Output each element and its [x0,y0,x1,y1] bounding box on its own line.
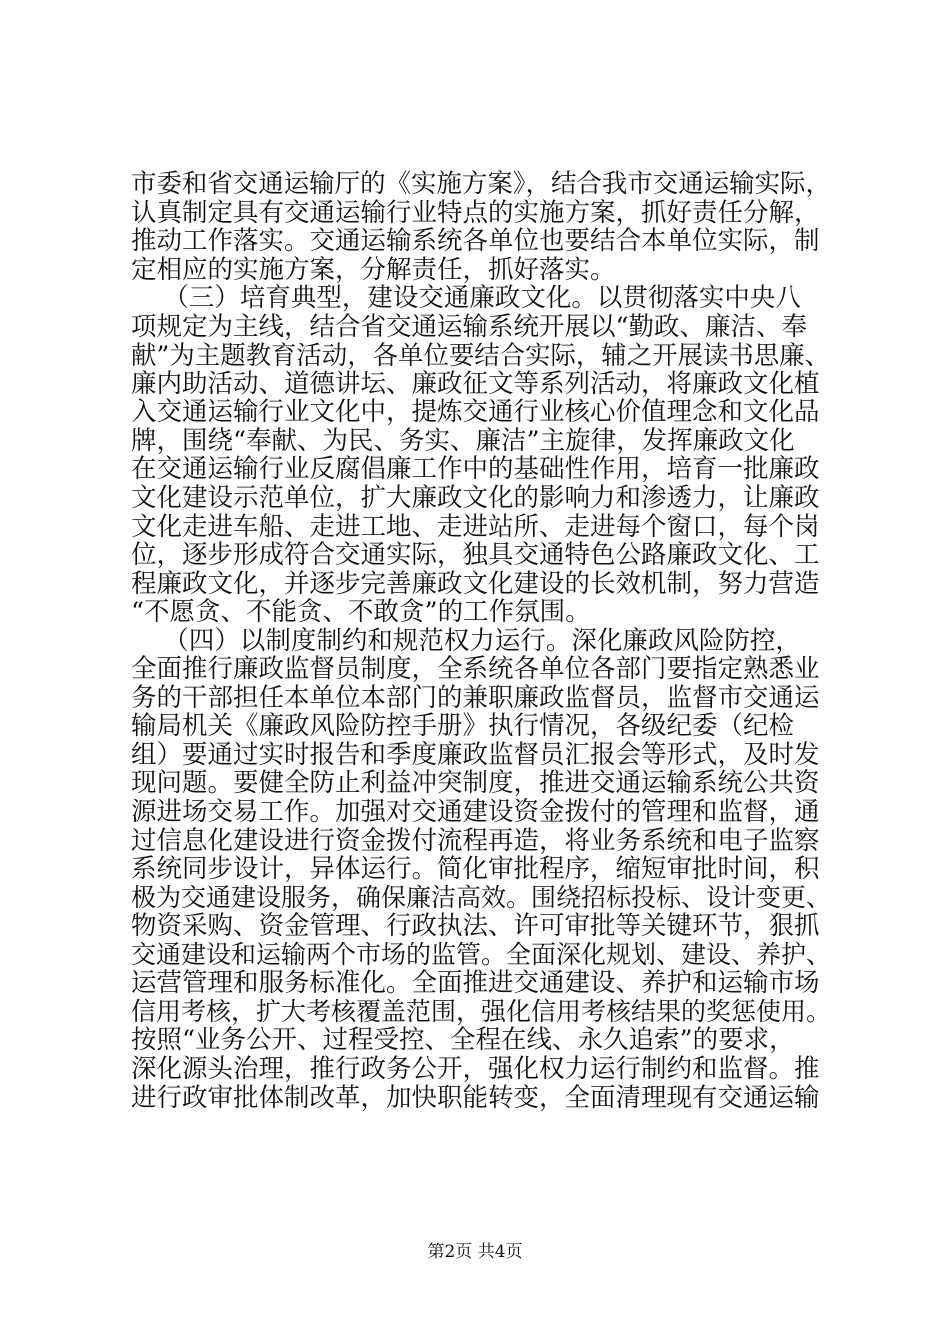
text-line: 深化源头治理，推行政务公开，强化权力运行制约和监督。推 [131,1053,820,1084]
text-line: 在交通运输行业反腐倡廉工作中的基础性作用，培育一批廉政 [131,454,820,485]
text-line: 文化走进车船、走进工地、走进站所、走进每个窗口，每个岗 [131,511,820,542]
text-line: 位，逐步形成符合交通实际，独具交通特色公路廉政文化、工 [131,540,820,571]
text-line: 过信息化建设进行资金拨付流程再造，将业务系统和电子监察 [131,825,820,856]
text-line: 项规定为主线，结合省交通运输系统开展以“勤政、廉洁、奉 [131,311,808,342]
text-line: 物资采购、资金管理、行政执法、许可审批等关键环节，狠抓 [131,911,820,942]
text-line: 入交通运输行业文化中，提炼交通行业核心价值理念和文化品 [131,397,820,428]
text-line: 献”为主题教育活动，各单位要结合实际，辅之开展读书思廉、 [131,340,830,371]
text-line: 运营管理和服务标准化。全面推进交通建设、养护和运输市场 [131,968,820,999]
text-line: 全面推行廉政监督员制度，全系统各单位各部门要指定熟悉业 [131,654,820,685]
text-line: 信用考核，扩大考核覆盖范围，强化信用考核结果的奖惩使用。 [131,996,832,1026]
text-line: 现问题。要健全防止利益冲突制度，推进交通运输系统公共资 [131,768,820,799]
text-line: 推动工作落实。交通运输系统各单位也要结合本单位实际，制 [131,226,820,257]
text-line: 定相应的实施方案，分解责任，抓好落实。 [131,254,616,285]
text-line: 系统同步设计，异体运行。简化审批程序，缩短审批时间，积 [131,854,820,885]
text-line: 按照“业务公开、过程受控、全程在线、永久追索”的要求， [131,1025,795,1056]
text-line: 务的干部担任本单位本部门的兼职廉政监督员，监督市交通运 [131,682,820,713]
text-line: 牌，围绕“奉献、为民、务实、廉洁”主旋律，发挥廉政文化 [131,425,795,456]
text-line: （三）培育典型，建设交通廉政文化。以贯彻落实中央八 [131,283,801,314]
text-line: “不愿贪、不能贪、不敢贪”的工作氛围。 [131,597,591,628]
text-line: （四）以制度制约和规范权力运行。深化廉政风险防控， [131,625,801,656]
text-line: 交通建设和运输两个市场的监管。全面深化规划、建设、养护、 [131,939,832,969]
text-line: 源进场交易工作。加强对交通建设资金拨付的管理和监督，通 [131,797,820,828]
text-line: 组）要通过实时报告和季度廉政监督员汇报会等形式，及时发 [131,739,820,770]
text-line: 文化建设示范单位，扩大廉政文化的影响力和渗透力，让廉政 [131,483,820,514]
text-line: 程廉政文化，并逐步完善廉政文化建设的长效机制，努力营造 [131,568,820,599]
text-line: 输局机关《廉政风险防控手册》执行情况，各级纪委（纪检 [131,711,795,742]
text-line: 市委和省交通运输厅的《实施方案》，结合我市交通运输实际， [131,169,831,199]
document-body [131,170,831,1112]
text-line: 极为交通建设服务，确保廉洁高效。围绕招标投标、设计变更、 [131,882,832,912]
text-line: 廉内助活动、道德讲坛、廉政征文等系列活动，将廉政文化植 [131,368,820,399]
page-footer: 第2页 共4页 [427,1242,523,1262]
text-line: 进行政审批体制改革，加快职能转变，全面清理现有交通运输 [131,1082,820,1113]
text-line: 认真制定具有交通运输行业特点的实施方案，抓好责任分解， [131,197,820,228]
